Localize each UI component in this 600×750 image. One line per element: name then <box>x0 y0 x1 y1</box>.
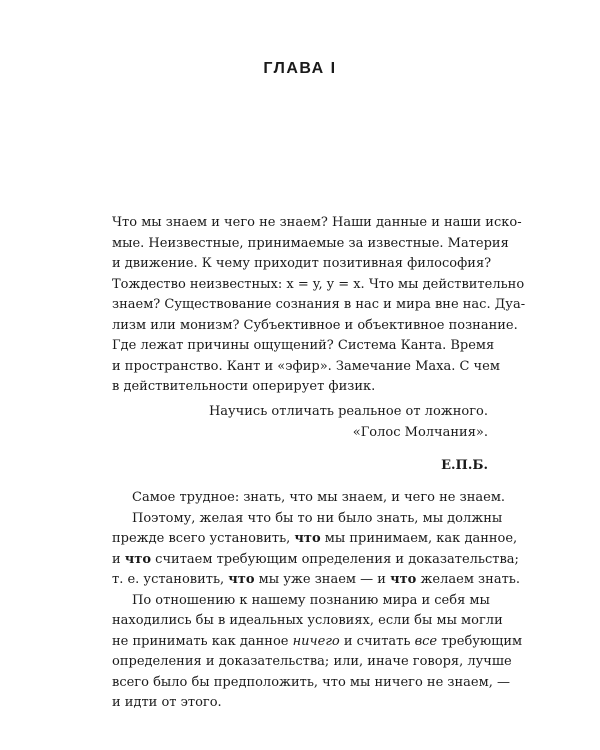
synopsis-line: Что мы знаем и чего не знаем? Наши данные и наши иско- <box>112 215 522 230</box>
emphasis-italic: ничего <box>292 633 340 649</box>
text-run: прежде всего установить, <box>112 531 295 546</box>
text-run: мы принимаем, как данное, <box>320 531 518 546</box>
paragraph-line: и идти от этого. <box>112 695 222 710</box>
paragraph-line: всего было бы предположить, что мы ничего не знаем, — <box>112 674 510 690</box>
synopsis-line: и пространство. Кант и «эфир». Замечание Маха. С чем <box>112 358 500 374</box>
epigraph-author: Е.П.Б. <box>441 458 488 473</box>
body-text <box>112 488 523 714</box>
synopsis-line: и движение. К чему приходит позитивная философия? <box>112 256 492 271</box>
text-run: не принимать как данное <box>112 633 293 649</box>
emphasis-bold: что <box>228 572 255 587</box>
paragraph-line <box>112 632 523 653</box>
synopsis-line: в действительности оперирует физик. <box>112 379 376 394</box>
chapter-synopsis <box>112 213 526 398</box>
paragraph-line: определения и доказательства; или, иначе говоря, лучше <box>112 654 512 669</box>
chapter-title: ГЛАВА I <box>263 60 337 77</box>
text-run: желаем знать. <box>416 572 520 587</box>
epigraph-quote: Научись отличать реальное от ложного. <box>208 404 488 419</box>
paragraph-line: Поэтому, желая что бы то ни было знать, мы должны <box>132 510 503 526</box>
paragraph-line: находились бы в идеальных условиях, если бы мы могли <box>112 613 503 628</box>
emphasis-italic: все <box>414 633 438 649</box>
text-run: мы уже знаем — и <box>254 572 391 587</box>
emphasis-bold: что <box>390 572 417 587</box>
synopsis-line: лизм или монизм? Субъективное и объективное познание. <box>112 317 518 333</box>
text-run: и считать <box>339 633 415 649</box>
paragraph-line: По отношению к нашему познанию мира и себя мы <box>132 592 490 608</box>
text-run: и <box>112 551 125 567</box>
emphasis-bold: что <box>294 531 321 546</box>
paragraph-line: Самое трудное: знать, что мы знаем, и чего не знаем. <box>132 490 506 505</box>
emphasis-bold: что <box>124 551 152 567</box>
synopsis-line: знаем? Существование сознания в нас и мира вне нас. Дуа- <box>112 297 526 312</box>
synopsis-line: Тождество неизвестных: x = y, y = x. Что мы действительно <box>112 276 525 292</box>
paragraph-line <box>112 570 520 591</box>
epigraph <box>209 402 488 443</box>
text-run: т. е. установить, <box>112 572 229 587</box>
epigraph-source: «Голос Молчания». <box>352 424 488 440</box>
paragraph-line <box>112 550 519 571</box>
synopsis-line: мые. Неизвестные, принимаемые за известные. Материя <box>112 235 509 251</box>
text-run: считаем требующим определения и доказательства; <box>151 551 519 567</box>
paragraph-line <box>112 529 518 550</box>
text-run: требующим <box>437 633 523 649</box>
synopsis-line: Где лежат причины ощущений? Система Канта. Время <box>112 338 495 353</box>
